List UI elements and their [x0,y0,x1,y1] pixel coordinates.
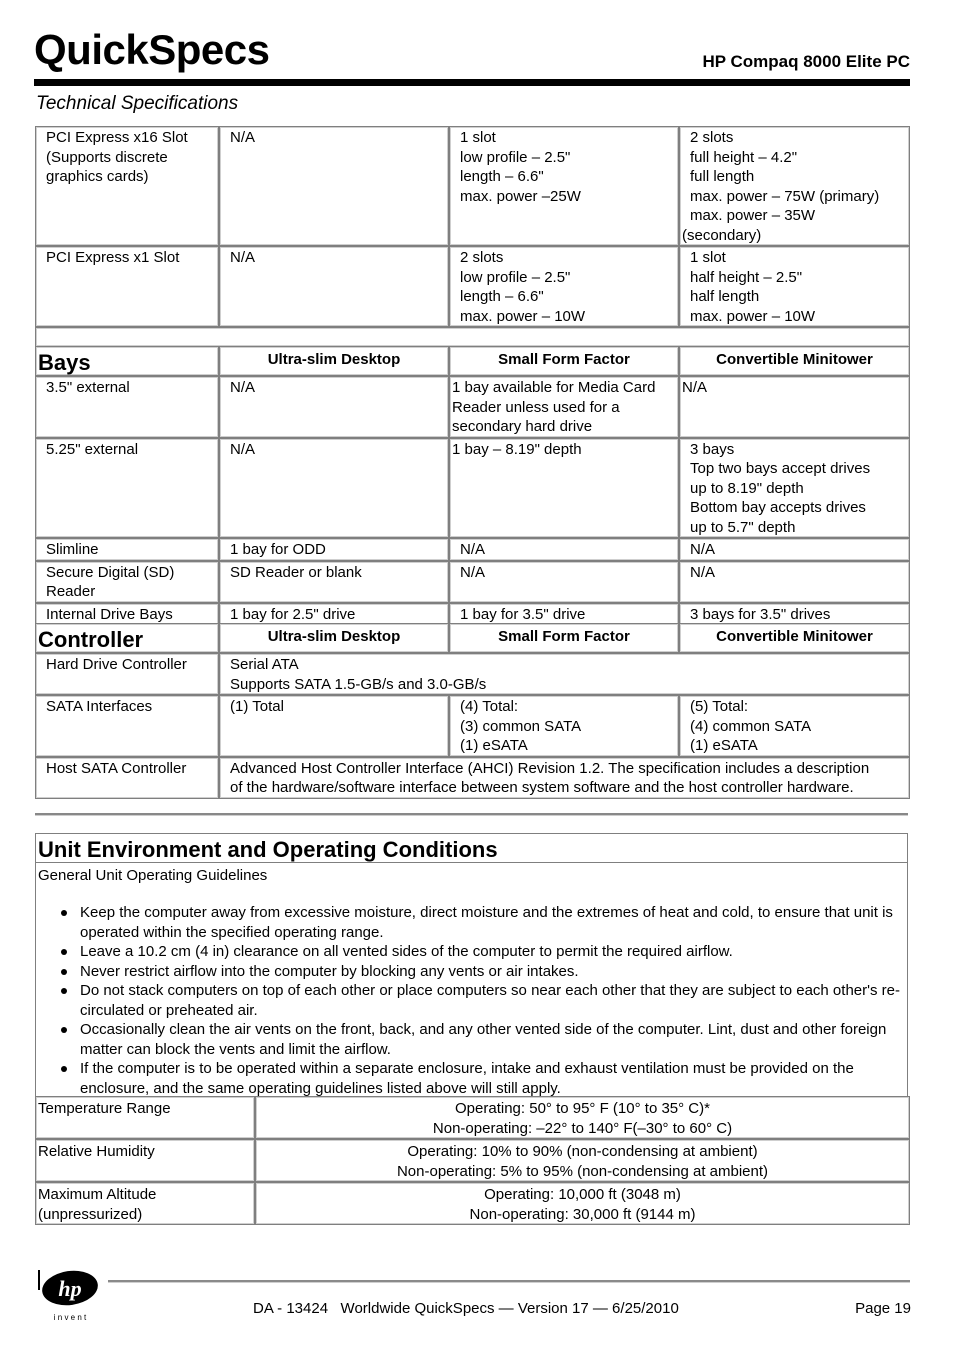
cell-cmt: 3 bays for 3.5" drives [679,603,910,626]
list-item: Occasionally clean the air vents on the front, back, and any other vented side of the computer. Lint, dust and other foreign matter can block the vents and limit the airflow. [36,1020,902,1059]
spacer-row [35,327,910,347]
row-label: Secure Digital (SD) Reader [35,561,219,603]
table-row [35,438,910,539]
cell-sff: 2 slots low profile – 2.5" length – 6.6" max. power – 10W [449,246,679,327]
cell-sff: 1 bay available for Media Card Reader unless used for a secondary hard drive [449,376,679,438]
brand-title: QuickSpecs [34,26,270,73]
col-header-cmt: Convertible Minitower [679,346,910,376]
col-header-usdt: Ultra-slim Desktop [219,623,449,653]
bays-header-row [35,346,910,376]
cell-host-value: Advanced Host Controller Interface (AHCI) Revision 1.2. The specification includes a description of the hardware/software interface between system software and the host controller hardware. [219,757,910,799]
table-row [35,695,910,757]
cell-cmt-tail: (secondary) [682,226,762,244]
cell-usdt: SD Reader or blank [219,561,449,603]
row-label: 3.5" external [35,376,219,438]
cell-cmt: (5) Total: (4) common SATA (1) eSATA [679,695,910,757]
bays-heading: Bays [35,346,219,376]
col-header-cmt: Convertible Minitower [679,623,910,653]
list-item: Leave a 10.2 cm (4 in) clearance on all vented sides of the computer to permit the required airflow. [36,942,902,962]
cell-hdc-value: Serial ATA Supports SATA 1.5-GB/s and 3.0-GB/s [219,653,910,695]
cell-usdt: 1 bay for ODD [219,538,449,561]
cell-usdt: (1) Total [219,695,449,757]
list-item: If the computer is to be operated within a separate enclosure, intake and exhaust ventilation must be provided on the enclosure, and the same operating guidelines listed above will still apply. [36,1059,902,1098]
table-row [35,1139,910,1182]
guidelines-list [36,903,902,1098]
cell-usdt: N/A [219,376,449,438]
table-row [35,561,910,603]
table-row [35,1182,910,1225]
list-item: Do not stack computers on top of each other or place computers so near each other that they are subject to each other's re-circulated or preheated air. [36,981,902,1020]
table-row [35,603,910,626]
environment-heading-rule [36,862,907,863]
cell-usdt: N/A [219,126,449,246]
cell-cmt: N/A [679,376,910,438]
controller-table [35,623,910,799]
controller-heading: Controller [35,623,219,653]
row-value: Operating: 10,000 ft (3048 m) Non-operating: 30,000 ft (9144 m) [255,1182,910,1225]
cell-cmt: 1 slot half height – 2.5" half length max. power – 10W [679,246,910,327]
col-header-sff: Small Form Factor [449,346,679,376]
col-header-sff: Small Form Factor [449,623,679,653]
row-label: Hard Drive Controller [35,653,219,695]
table-row [35,246,910,327]
list-item: Never restrict airflow into the computer by blocking any vents or air intakes. [36,962,902,982]
expansion-slots-table [35,126,910,347]
table-row [35,538,910,561]
spacer-cell [35,327,910,347]
page-number: Page 19 [855,1300,911,1317]
controller-header-row [35,623,910,653]
section-divider [35,813,908,816]
row-label: Temperature Range [35,1096,255,1139]
cell-cmt [679,126,910,246]
footer-rule [108,1280,910,1283]
row-label: Maximum Altitude (unpressurized) [35,1182,255,1225]
cell-sff: 1 bay for 3.5" drive [449,603,679,626]
operating-conditions-table [35,1096,910,1225]
hp-logo [36,1268,106,1324]
cell-sff: (4) Total: (3) common SATA (1) eSATA [449,695,679,757]
table-row [35,126,910,246]
logo-tagline: i n v e n t [53,1313,87,1322]
table-row [35,1096,910,1139]
row-value: Operating: 10% to 90% (non-condensing at ambient) Non-operating: 5% to 95% (non-condensing at ambient) [255,1139,910,1182]
cell-sff: 1 bay – 8.19" depth [449,438,679,539]
table-row [35,757,910,799]
cell-cmt: 3 bays Top two bays accept drives up to 8.19" depth Bottom bay accepts drives up to 5.7" depth [679,438,910,539]
row-label: Host SATA Controller [35,757,219,799]
cell-usdt: 1 bay for 2.5" drive [219,603,449,626]
row-label: 5.25" external [35,438,219,539]
col-header-usdt: Ultra-slim Desktop [219,346,449,376]
environment-subheading: General Unit Operating Guidelines [38,867,268,884]
row-value: Operating: 50° to 95° F (10° to 35° C)* Non-operating: –22° to 140° F(–30° to 60° C) [255,1096,910,1139]
row-label: Relative Humidity [35,1139,255,1182]
logo-mark: hp [58,1276,82,1301]
cell-usdt: N/A [219,438,449,539]
row-label: PCI Express x1 Slot [35,246,219,327]
cell-cmt: N/A [679,538,910,561]
list-item: Keep the computer away from excessive moisture, direct moisture and the extremes of heat and cold, to ensure that unit is operated within the specified operating range. [36,903,902,942]
cell-usdt: N/A [219,246,449,327]
row-label: Slimline [35,538,219,561]
cell-cmt: N/A [679,561,910,603]
environment-section [35,833,908,1097]
environment-heading: Unit Environment and Operating Conditions [38,837,498,862]
bays-table [35,346,910,625]
row-label: Internal Drive Bays [35,603,219,626]
cell-sff: N/A [449,561,679,603]
product-name: HP Compaq 8000 Elite PC [702,52,910,71]
cell-cmt-text: 2 slots full height – 4.2" full length max. power – 75W (primary) max. power – 35W [690,129,880,224]
table-row [35,376,910,438]
header-rule [34,79,910,86]
cell-sff: 1 slot low profile – 2.5" length – 6.6" max. power –25W [449,126,679,246]
row-label: PCI Express x16 Slot (Supports discrete graphics cards) [35,126,219,246]
table-row [35,653,910,695]
cell-sff: N/A [449,538,679,561]
row-label: SATA Interfaces [35,695,219,757]
footer-doc-info: DA - 13424 Worldwide QuickSpecs — Version 17 — 6/25/2010 [253,1300,679,1317]
section-title: Technical Specifications [36,93,239,114]
